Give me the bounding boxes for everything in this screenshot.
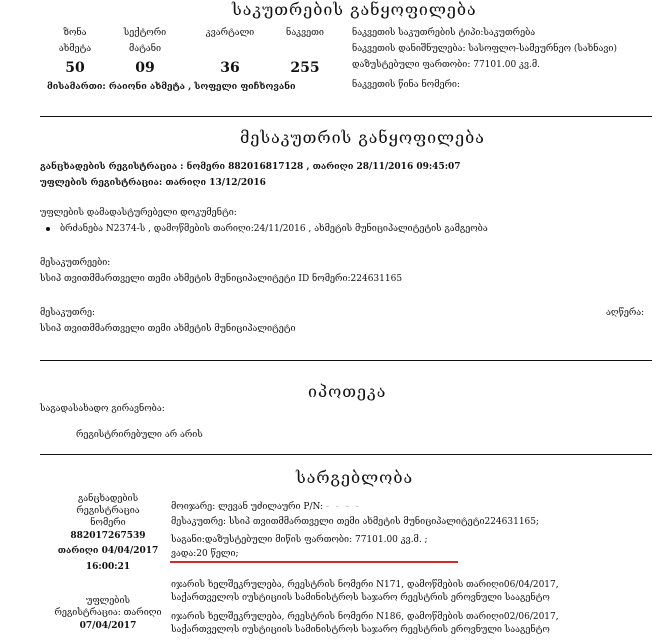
sector-value: 09	[135, 60, 155, 76]
contract1-line-b: საქართველოს იუსტიციის სამინისტროს საჯარო რეესტრის ეროვნული სააგენტო	[171, 593, 550, 603]
contract2-line-a: იჯარის ხელშეკრულება, რეესტრის ნომერი N186, დამოწმების თარიღი02/06/2017,	[171, 612, 559, 622]
usage-section-title: სარგებლობა	[296, 468, 414, 487]
usage-area-line: საგანი:დაზუსტებული მიწის ფართობი: 77101.00 კვ.მ. ;	[171, 535, 428, 545]
contract1-line-a: იჯარის ხელშეკრულება, რეესტრის ნომერი N171, დამოწმების თარიღი06/04/2017,	[171, 580, 559, 590]
contract2-line-b: საქართველოს იუსტიციის სამინისტროს საჯარო რეესტრის ეროვნული სააგენტო	[171, 625, 550, 635]
owner-section-title: მესაკუთრის განყოფილება	[240, 128, 485, 147]
usage-app-number: 882017267539	[70, 531, 146, 541]
owners-header: მესაკუთრეები:	[40, 258, 111, 268]
red-underline	[170, 561, 458, 563]
parcel-purpose: ნაკვეთის დანიშნულება: სასოფლო-სამეურნეო (სახნავი)	[352, 44, 617, 54]
usage-app-label-1: განცხადების	[77, 494, 139, 504]
zone-sub: ახმეტა	[58, 44, 92, 54]
divider	[40, 116, 652, 117]
divider	[40, 454, 652, 455]
zone-label: ზონა	[63, 28, 87, 38]
usage-owner-line: მესაკუთრე: სსიპ თვითმმართველი თემი ახმეტის მუნიციპალიტეტი224631165;	[171, 517, 540, 527]
lessee-personal-number: - - - -	[325, 502, 361, 512]
quarter-label: კვარტალი	[205, 28, 255, 38]
sector-sub: მატანი	[128, 44, 162, 54]
quarter-value: 36	[220, 60, 240, 76]
usage-app-date: თარიღი 04/04/2017	[57, 546, 159, 556]
description-label: აღწერა:	[606, 308, 645, 318]
right-document-item	[46, 224, 488, 234]
usage-reg-date: 07/04/2017	[79, 621, 137, 631]
usage-term-line: ვადა:20 წელი;	[171, 549, 239, 559]
usage-app-label-2: რეგისტრაცია	[76, 506, 140, 516]
tax-lien-label: საგადასახადო გირავნობა:	[40, 404, 165, 414]
bullet-icon	[46, 227, 50, 231]
right-document-header: უფლების დამადასტურებელი დოკუმენტი:	[40, 208, 237, 218]
right-document-text: ბრძანება N2374-ს , დამოწმების თარიღი:24/11/2016 , ახმეტის მუნიციპალიტეტის გამგეობა	[60, 224, 488, 234]
parcel-previous-number: ნაკვეთის წინა ნომერი:	[352, 80, 460, 90]
parcel-ownership-type: ნაკვეთის საკუთრების ტიპი:საკუთრება	[352, 28, 536, 38]
owners-value: სსიპ თვითმმართველი თემი ახმეტის მუნიციპალიტეტი ID ნომერი:224631165	[40, 274, 403, 284]
tax-lien-status: რეგისტრირებული არ არის	[76, 430, 203, 440]
property-address: მისამართი: რაიონი ახმეტა , სოფელი ფიჩხოვანი	[47, 82, 296, 92]
usage-app-time: 16:00:21	[85, 562, 131, 572]
lessee-label: მოიჯარე: ლევან უძილაური P/N:	[171, 502, 324, 512]
usage-app-label-3: ნომერი	[90, 518, 126, 528]
owner-value: სსიპ თვითმმართველი თემი ახმეტის მუნიციპალიტეტი	[40, 324, 296, 334]
owner-header: მესაკუთრე:	[40, 308, 96, 318]
parcel-label: ნაკვეთი	[286, 28, 324, 38]
sector-label: სექტორი	[123, 28, 167, 38]
application-registration: განცხადების რეგისტრაცია : ნომერი 882016817128 , თარიღი 28/11/2016 09:45:07	[40, 162, 461, 172]
usage-reg-label-2: რეგისტრაცია: თარიღი	[54, 608, 162, 618]
mortgage-section-title: იპოთეკა	[308, 382, 387, 401]
zone-value: 50	[65, 60, 85, 76]
property-section-title: საკუთრების განყოფილება	[232, 0, 477, 19]
divider	[40, 360, 652, 361]
parcel-value: 255	[290, 60, 320, 76]
parcel-area: დაზუსტებული ფართობი: 77101.00 კვ.მ.	[352, 60, 540, 70]
lessee-line	[171, 502, 361, 512]
usage-reg-label-1: უფლების	[86, 596, 130, 606]
right-registration: უფლების რეგისტრაცია: თარიღი 13/12/2016	[40, 178, 266, 188]
